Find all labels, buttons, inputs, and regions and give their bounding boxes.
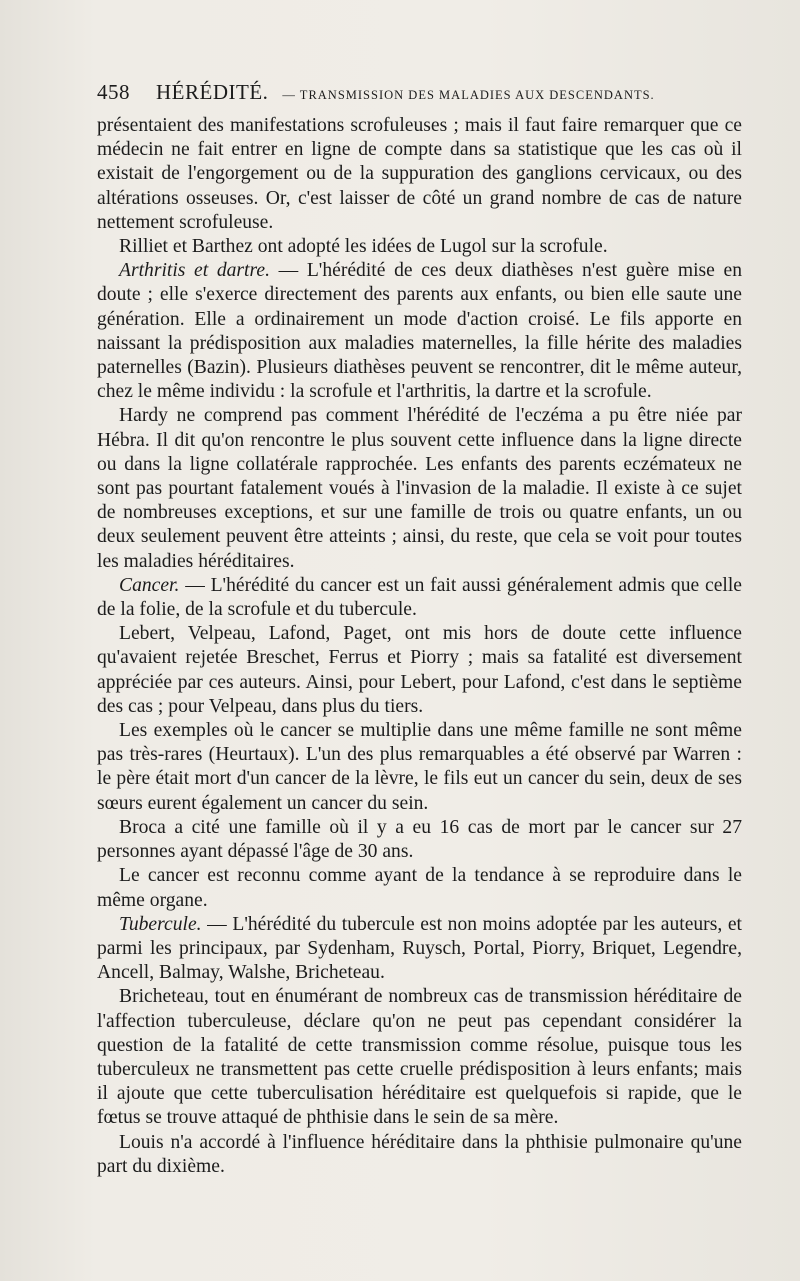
paragraph: Hardy ne comprend pas comment l'hérédité de l'eczéma a pu être niée par Hébra. Il dit qu'on rencontre le plus souvent cette influence dans la ligne directe ou dans la ligne collatérale rapprochée. Les enfants des parents eczémateux ne sont pas pourtant fatalement voués à l'invasion de la maladie. Il existe à ce sujet de nombreuses exceptions, et sur une famille de trois ou quatre enfants, un ou deux seulement peuvent être atteints ; ainsi, du reste, que cela se voit pour toutes les maladies héréditaires. (97, 405, 742, 572)
paragraph: Cancer. — L'hérédité du cancer est un fait aussi généralement admis que celle de la folie, de la scrofule et du tubercule. (97, 574, 742, 621)
paragraph: Broca a cité une famille où il y a eu 16 cas de mort par le cancer sur 27 personnes ayant dépassé l'âge de 30 ans. (97, 816, 742, 863)
running-title: HÉRÉDITÉ. (156, 80, 269, 104)
paragraph: Le cancer est reconnu comme ayant de la tendance à se reproduire dans le même organe. (97, 865, 742, 911)
paragraph: Bricheteau, tout en énumérant de nombreux cas de transmission héréditaire de l'affection tuberculeuse, déclare qu'on ne peut pas cependant considérer la question de la fatalité de cette transmission comme résolue, puisque tous les tuberculeux ne transmettent pas cette cruelle prédisposition à leurs enfants; mais il ajoute que cette tuberculisation héréditaire est quelquefois si rapide, que le fœtus se trouve attaqué de phthisie dans le sein de sa mère. (97, 986, 742, 1129)
paragraph: Lebert, Velpeau, Lafond, Paget, ont mis hors de doute cette influence qu'avaient rejetée Breschet, Ferrus et Piorry ; mais sa fatalité est diversement appréciée par ces auteurs. Ainsi, pour Lebert, pour Lafond, c'est dans le septième des cas ; pour Velpeau, dans plus du tiers. (97, 623, 742, 717)
paragraph: présentaient des manifestations scrofuleuses ; mais il faut faire remarquer que ce médecin ne fait entrer en ligne de compte dans sa statistique que les cas où il existait de l'engorgement ou de la suppuration des ganglions cervicaux, ou des altérations osseuses. Or, c'est laisser de côté un grand nombre de cas de nature nettement scrofuleuse. (97, 115, 742, 233)
paragraph: Louis n'a accordé à l'influence héréditaire dans la phthisie pulmonaire qu'une part du dixième. (97, 1131, 742, 1177)
paragraph: Tubercule. — L'hérédité du tubercule est non moins adoptée par les auteurs, et parmi les principaux, par Sydenham, Ruysch, Portal, Piorry, Briquet, Legendre, Ancell, Balmay, Walshe, Bricheteau. (97, 913, 742, 984)
section-heading-tubercule: Tubercule. (119, 913, 202, 935)
section-heading-arthritis: Arthritis et dartre. (119, 260, 270, 282)
body-text (97, 114, 742, 1179)
paragraph: Les exemples où le cancer se multiplie dans une même famille ne sont même pas très-rares (Heurtaux). L'un des plus remarquables a été observé par Warren : le père était mort d'un cancer de la lèvre, le fils eut un cancer du sein, deux de ses sœurs eurent également un cancer du sein. (97, 720, 742, 814)
section-heading-cancer: Cancer. (119, 574, 180, 596)
paragraph: Arthritis et dartre. — L'hérédité de ces deux diathèses n'est guère mise en doute ; elle s'exerce directement des parents aux enfants, ou bien elle saute une génération. Elle a ordinairement un mode d'action croisé. Le fils apporte en naissant la prédisposition aux maladies maternelles, la fille hérite des maladies paternelles (Bazin). Plusieurs diathèses peuvent se rencontrer, dit le même auteur, chez le même individu : la scrofule et l'arthritis, la dartre et la scrofule. (97, 260, 743, 403)
running-subtitle: — TRANSMISSION DES MALADIES AUX DESCENDANTS. (282, 88, 655, 102)
running-header (97, 80, 737, 108)
page-number: 458 (97, 80, 130, 104)
paragraph: Rilliet et Barthez ont adopté les idées de Lugol sur la scrofule. (119, 236, 608, 258)
